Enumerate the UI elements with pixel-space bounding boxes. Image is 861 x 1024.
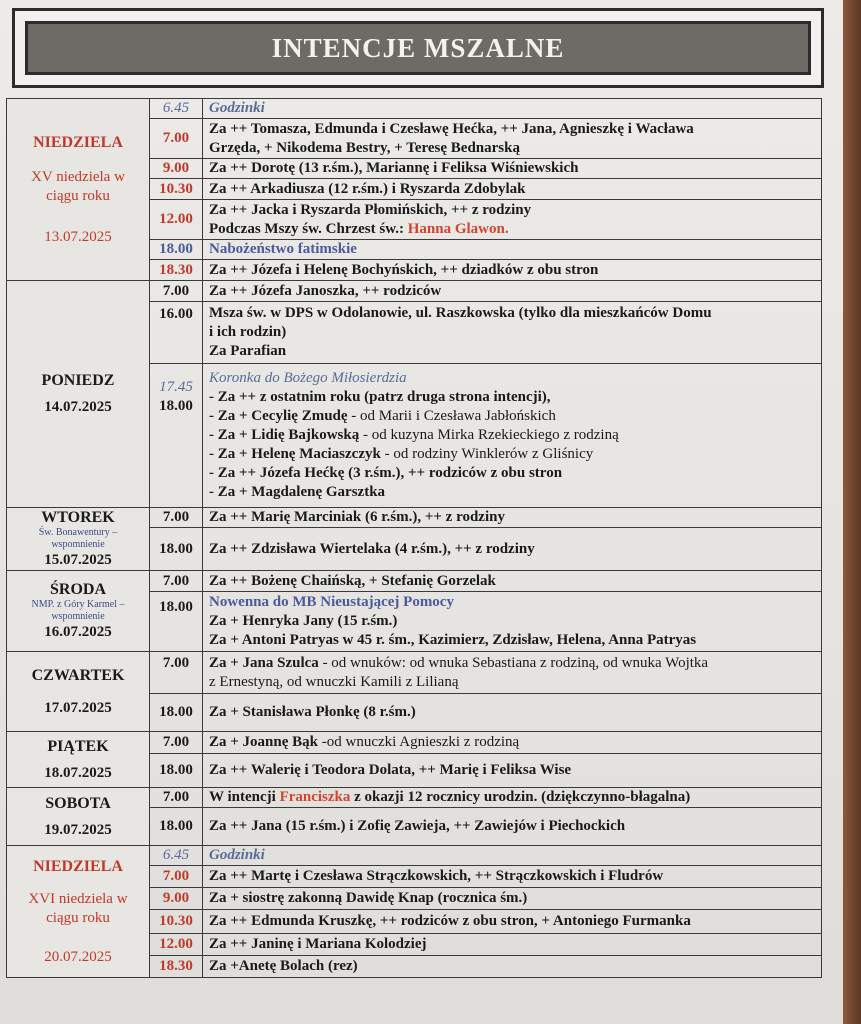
day-cell-thursday: [7, 652, 150, 732]
mass-time: 7.00: [150, 732, 203, 754]
intention-from: - od Marii i Czesława Jabłońskich: [347, 408, 556, 424]
intention-text: Za ++ Walerię i Teodora Dolata, ++ Marię i Feliksa Wise: [203, 754, 822, 788]
intention-text: Za ++ Bożenę Chaińską, + Stefanię Gorzelak: [203, 571, 822, 592]
intention-from: - od kuzyna Mirka Rzekieckiego z rodziną: [359, 427, 619, 443]
intention-line: [209, 407, 815, 426]
intention-line: - Za ++ Józefa Hećkę (3 r.śm.), ++ rodziców z obu stron: [209, 465, 563, 481]
intention-text: Za ++ Marię Marciniak (6 r.śm.), ++ z rodziny: [203, 508, 822, 528]
mass-time: 9.00: [150, 888, 203, 910]
day-date: 16.07.2025: [44, 624, 112, 640]
intention-line: Za Parafian: [209, 343, 287, 359]
intention-text: Godzinki: [203, 846, 822, 866]
intention-text: Godzinki: [203, 99, 822, 119]
day-date: 19.07.2025: [44, 821, 112, 838]
table-row: [7, 652, 822, 694]
day-cell-sunday-1: [7, 99, 150, 281]
table-row: [7, 281, 822, 302]
intention-text: [203, 592, 822, 652]
intention-line: Za + Henryka Jany (15 r.śm.): [209, 613, 398, 629]
day-cell-monday: [7, 281, 150, 508]
day-cell-sunday-2: [7, 846, 150, 978]
mass-time: 7.00: [150, 652, 203, 694]
intention-line: [209, 654, 815, 673]
intention-line: - Za ++ z ostatnim roku (patrz druga strona intencji),: [209, 389, 551, 405]
mass-time: 9.00: [150, 159, 203, 179]
mass-time: 7.00: [150, 508, 203, 528]
day-subtitle: XVI niedziela w ciągu roku: [28, 890, 128, 926]
intention-main: - Za + Helenę Maciaszczyk: [209, 446, 381, 462]
day-date: 13.07.2025: [44, 228, 112, 245]
intention-text: [203, 788, 822, 808]
intention-text: Za +Anetę Bolach (rez): [203, 956, 822, 978]
celebrant-name: Franciszka: [279, 789, 351, 805]
mass-time: 7.00: [150, 866, 203, 888]
mass-time: 18.00: [150, 694, 203, 732]
mass-time: 12.00: [150, 934, 203, 956]
title-inner: [25, 21, 811, 75]
intention-main: - Za + Cecylię Zmudę: [209, 408, 348, 424]
intention-text: [203, 119, 822, 159]
day-cell-wednesday: [7, 571, 150, 652]
intention-main: W intencji: [209, 789, 280, 805]
intention-line: [209, 426, 815, 445]
title-banner: [12, 8, 824, 88]
mass-time: 18.00: [150, 528, 203, 571]
day-date: 18.07.2025: [44, 764, 112, 781]
intention-text: [203, 200, 822, 240]
day-name: CZWARTEK: [31, 666, 125, 684]
intention-line: Msza św. w DPS w Odolanowie, ul. Raszkowska (tylko dla mieszkańców Domu: [209, 305, 712, 321]
day-name: NIEDZIELA: [33, 857, 123, 875]
mass-time-group: [150, 364, 203, 508]
schedule-table: [6, 98, 822, 978]
intention-text: Za + Stanisława Płonkę (8 r.śm.): [203, 694, 822, 732]
intention-line: Za ++ Jacka i Ryszarda Płomińskich, ++ z rodziny: [209, 201, 532, 218]
intention-text: Za ++ Jana (15 r.śm.) i Zofię Zawieja, ++ Zawiejów i Piechockich: [203, 808, 822, 846]
intention-text: Za ++ Dorotę (13 r.śm.), Mariannę i Feliksa Wiśniewskich: [203, 159, 822, 179]
mass-time: 7.00: [150, 119, 203, 159]
mass-time: 16.00: [150, 302, 203, 364]
intention-main: - Za + Lidię Bajkowską: [209, 427, 360, 443]
intention-text: Za + siostrę zakonną Dawidę Knap (rocznica śm.): [203, 888, 822, 910]
mass-time: 18.00: [150, 592, 203, 652]
intention-from: - od rodziny Winklerów z Gliśnicy: [380, 446, 594, 462]
mass-time: 7.00: [150, 788, 203, 808]
intention-text: Nabożeństwo fatimskie: [203, 240, 822, 260]
day-cell-friday: [7, 732, 150, 788]
wood-background: [843, 0, 861, 1024]
mass-time: 17.45: [159, 379, 193, 395]
intention-text: Za ++ Edmunda Kruszkę, ++ rodziców z obu stron, + Antoniego Furmanka: [203, 910, 822, 934]
page-title: INTENCJE MSZALNE: [271, 32, 565, 63]
mass-time: 10.30: [150, 179, 203, 200]
intention-text: [203, 652, 822, 694]
table-row: [7, 508, 822, 528]
intention-text: Za ++ Martę i Czesława Strączkowskich, ++ Strączkowskich i Fludrów: [203, 866, 822, 888]
mass-time: 12.00: [150, 200, 203, 240]
baptism-label: Podczas Mszy św. Chrzest św.:: [209, 220, 408, 237]
mass-time: 6.45: [150, 99, 203, 119]
day-subtitle: XV niedziela w ciągu roku: [31, 168, 125, 204]
day-name: ŚRODA: [49, 581, 106, 598]
mass-time: 18.00: [150, 808, 203, 846]
intention-text: Za ++ Józefa i Helenę Bochyńskich, ++ dziadków z obu stron: [203, 260, 822, 281]
intention-line: Koronka do Bożego Miłosierdzia: [209, 370, 407, 386]
intention-text: [203, 364, 822, 508]
day-date: 17.07.2025: [44, 699, 112, 716]
day-cell-saturday: [7, 788, 150, 846]
intention-line: Grzęda, + Nikodema Bestry, + Teresę Bednarską: [209, 139, 520, 156]
table-row: [7, 788, 822, 808]
intention-text: [203, 302, 822, 364]
intention-line: z Ernestyną, od wnuczki Kamili z Lilianą: [209, 673, 459, 690]
intention-main: Za + Joannę Bąk: [209, 734, 318, 750]
mass-time: 18.00: [150, 240, 203, 260]
table-row: [7, 732, 822, 754]
day-date: 20.07.2025: [44, 948, 112, 965]
day-date: 15.07.2025: [44, 552, 112, 568]
day-name: WTOREK: [41, 509, 115, 526]
table-row: [7, 846, 822, 866]
table-row: [7, 99, 822, 119]
mass-time: 6.45: [150, 846, 203, 866]
day-subtitle: NMP. z Góry Karmel – wspomnienie: [31, 599, 125, 622]
intention-text: Za ++ Zdzisława Wiertelaka (4 r.śm.), ++ z rodziny: [203, 528, 822, 571]
intention-line: Za ++ Tomasza, Edmunda i Czesławę Hećka, ++ Jana, Agnieszkę i Wacława: [209, 120, 694, 137]
intention-main: z okazji 12 rocznicy urodzin. (dziękczynno-błagalna): [350, 789, 691, 805]
day-name: NIEDZIELA: [33, 133, 123, 151]
intention-line: i ich rodzin): [209, 324, 287, 340]
intention-line: Nowenna do MB Nieustającej Pomocy: [209, 594, 454, 610]
mass-time: 7.00: [150, 571, 203, 592]
intention-text: Za ++ Janinę i Mariana Kolodziej: [203, 934, 822, 956]
day-date: 14.07.2025: [44, 399, 112, 415]
table-row: [7, 571, 822, 592]
day-name: PONIEDZ: [41, 372, 115, 389]
mass-time: 18.00: [159, 398, 193, 414]
intention-from: - od wnuków: od wnuka Sebastiana z rodziną, od wnuka Wojtka: [318, 654, 709, 671]
day-cell-tuesday: [7, 508, 150, 571]
day-subtitle: Św. Bonawentury – wspomnienie: [38, 527, 118, 550]
intention-text: [203, 732, 822, 754]
intention-line: [209, 220, 815, 239]
intention-line: [209, 445, 815, 464]
intention-text: Za ++ Arkadiusza (12 r.śm.) i Ryszarda Zdobylak: [203, 179, 822, 200]
mass-time: 18.00: [150, 754, 203, 788]
baptized-name: Hanna Glawon.: [407, 220, 509, 237]
mass-time: 18.30: [150, 260, 203, 281]
intention-main: Za + Jana Szulca: [209, 654, 319, 671]
mass-time: 18.30: [150, 956, 203, 978]
mass-time: 7.00: [150, 281, 203, 302]
day-name: PIĄTEK: [47, 737, 109, 755]
mass-time: 10.30: [150, 910, 203, 934]
day-name: SOBOTA: [45, 794, 111, 812]
intention-line: - Za + Magdalenę Garsztka: [209, 484, 386, 500]
intention-text: Za ++ Józefa Janoszka, ++ rodziców: [203, 281, 822, 302]
intention-from: -od wnuczki Agnieszki z rodziną: [318, 734, 520, 750]
intention-line: Za + Antoni Patryas w 45 r. śm., Kazimierz, Zdzisław, Helena, Anna Patryas: [209, 632, 697, 648]
